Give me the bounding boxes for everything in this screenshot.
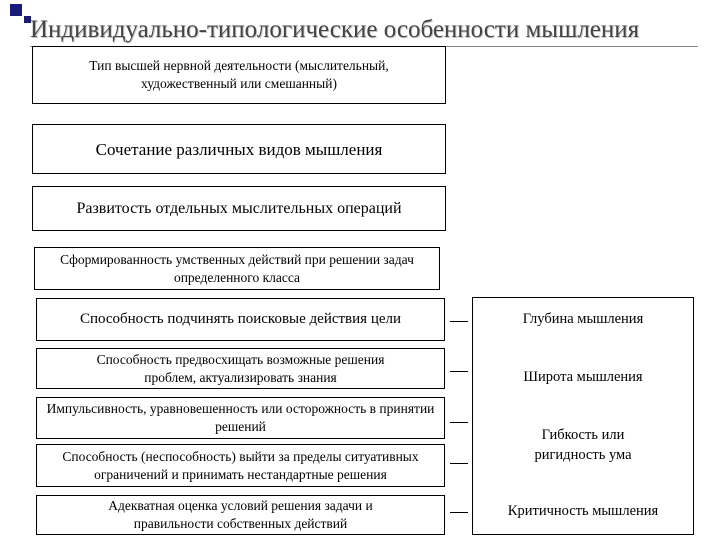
connector-dash-1 <box>450 321 468 322</box>
title-bullet-square-large <box>10 4 22 16</box>
box-situational-limits <box>36 444 445 487</box>
box-text: Тип высшей нервной деятельности (мыслительный, художественный или смешанный) <box>89 58 389 91</box>
connector-dash-4 <box>450 463 468 464</box>
thinking-qualities-box <box>472 297 694 535</box>
connector-dash-3 <box>450 422 468 423</box>
page-title: Индивидуально-типологические особенности мышления <box>30 16 640 43</box>
box-text: Импульсивность, уравновешенность или осторожность в принятии решений <box>46 401 435 434</box>
box-mental-operations <box>32 186 446 231</box>
box-text: Адекватная оценка условий решения задачи и правильности собственных действий <box>108 498 373 531</box>
connector-dash-2 <box>450 371 468 372</box>
connector-dash-5 <box>450 512 468 513</box>
box-text: Сочетание различных видов мышления <box>95 139 383 159</box>
box-goal-subordination <box>36 298 445 341</box>
box-adequate-assessment <box>36 495 445 535</box>
quality-criticality: Критичность мышления <box>507 503 659 519</box>
quality-depth: Глубина мышления <box>522 311 644 327</box>
box-nervous-activity-type <box>32 46 446 104</box>
box-text: Способность (неспособность) выйти за пределы ситуативных ограничений и принимать нестандартные решения <box>62 448 419 482</box>
box-thinking-types-combination <box>32 124 446 174</box>
box-text: Сформированность умственных действий при решении задач определенного класса <box>60 251 414 285</box>
box-mental-actions-formation <box>34 247 440 290</box>
box-impulsivity <box>36 397 445 439</box>
box-text: Развитость отдельных мыслительных операций <box>76 199 402 217</box>
quality-breadth: Широта мышления <box>523 369 643 385</box>
box-text: Способность предвосхищать возможные решения проблем, актуализировать знания <box>96 351 385 385</box>
quality-flexibility: Гибкость или ригидность ума <box>534 427 632 463</box>
box-text: Способность подчинять поисковые действия цели <box>79 311 402 327</box>
box-anticipation <box>36 348 445 389</box>
